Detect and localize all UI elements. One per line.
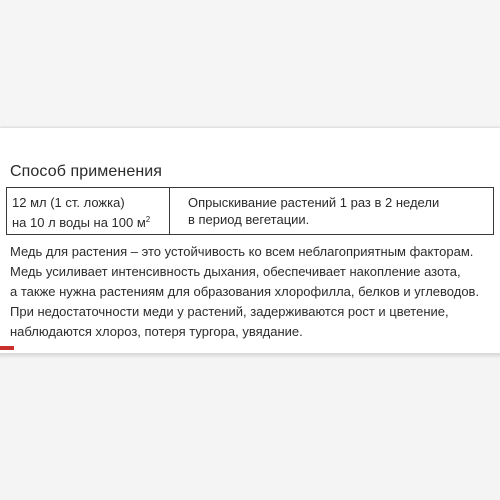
description-line: Медь для растения – это устойчивость ко всем неблагоприятным факторам. [10, 244, 474, 259]
section-title: Способ применения [10, 163, 163, 180]
description-line: Медь усиливает интенсивность дыхания, обеспечивает накопление азота, [10, 264, 461, 279]
usage-table [6, 187, 494, 235]
method-cell [170, 188, 493, 234]
dose-superscript: 2 [145, 215, 151, 224]
dose-cell [7, 188, 170, 234]
dose-line-1: 12 мл (1 ст. ложка) [12, 195, 125, 210]
description-text [10, 242, 496, 342]
description-line: наблюдаются хлороз, потеря тургора, увядание. [10, 324, 303, 339]
dose-line-2 [12, 211, 169, 231]
method-line-1: Опрыскивание растений 1 раз в 2 недели [188, 195, 440, 210]
dose-line-2-text: на 10 л воды на 100 м [12, 215, 146, 230]
description-line: а также нужна растениям для образования хлорофилла, белков и углеводов. [10, 284, 480, 299]
panel-shadow [0, 353, 500, 359]
method-line-2: в период вегетации. [188, 212, 310, 227]
red-edge-stripe [0, 346, 14, 350]
background-top [0, 0, 500, 128]
description-line: При недостаточности меди у растений, задерживаются рост и цветение, [10, 304, 449, 319]
